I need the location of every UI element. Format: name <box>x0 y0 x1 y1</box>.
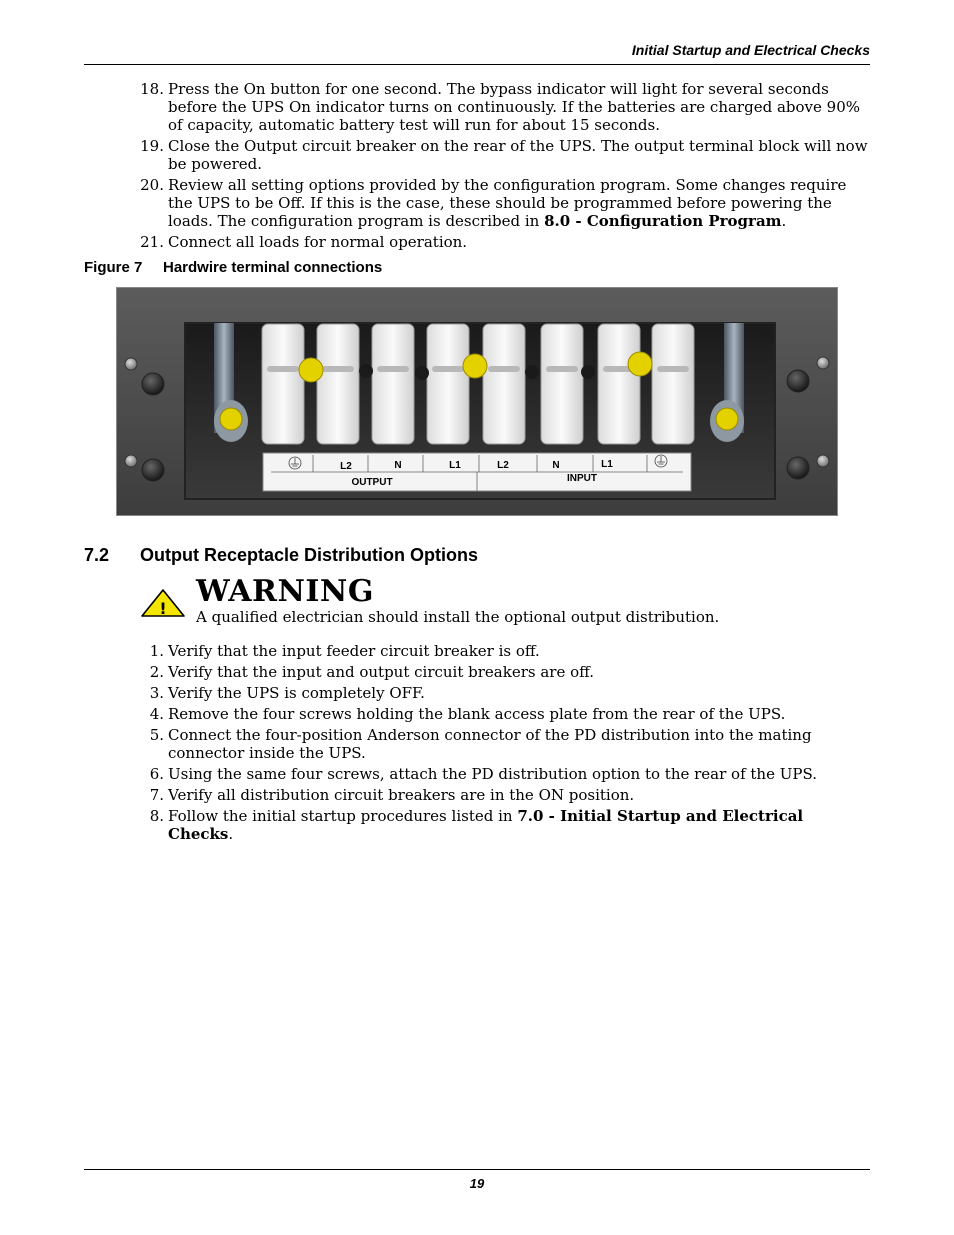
step-text: Press the On button for one second. The bypass indicator will light for several seconds before the UPS On indicator turns on continuously. If the batteries are charged above 90% of capacity, automatic battery test will run for about 15 seconds. <box>168 80 860 134</box>
startup-steps-list <box>84 80 870 254</box>
step-text: Verify that the input and output circuit breakers are off. <box>168 663 595 681</box>
step-number: 4. <box>149 705 164 723</box>
terminal-block-photo <box>116 287 838 516</box>
step-text: Follow the initial startup procedures listed in 7.0 - Initial Startup and Electrical Checks. <box>168 807 804 843</box>
warning-text: A qualified electrician should install the optional output distribution. <box>196 608 720 626</box>
step-number: 3. <box>149 684 164 702</box>
running-header: Initial Startup and Electrical Checks <box>631 42 870 58</box>
cross-reference: 7.0 - Initial Startup and Electrical Checks <box>168 807 804 843</box>
step-number: 19. <box>140 137 164 155</box>
figure-label: Figure 7 <box>84 259 143 276</box>
list-item <box>84 176 870 230</box>
terminal-label-output-n: N <box>394 460 402 471</box>
list-item <box>84 705 870 723</box>
terminal-label-input-l1: L1 <box>601 459 613 470</box>
step-text: Remove the four screws holding the blank access plate from the rear of the UPS. <box>168 705 786 723</box>
terminal-block-illustration <box>117 288 837 515</box>
step-number: 18. <box>140 80 164 98</box>
figure-title: Hardwire terminal connections <box>163 259 383 276</box>
list-item <box>84 663 870 681</box>
step-number: 1. <box>149 642 164 660</box>
step-number: 2. <box>149 663 164 681</box>
figure-caption <box>84 259 382 276</box>
step-text: Verify that the input feeder circuit breaker is off. <box>168 642 540 660</box>
terminal-label-input-n: N <box>552 460 560 471</box>
list-item <box>84 786 870 804</box>
step-number: 6. <box>149 765 164 783</box>
step-text: Verify all distribution circuit breakers are in the ON position. <box>168 786 635 804</box>
cross-reference: 8.0 - Configuration Program <box>544 212 782 230</box>
warning-title: WARNING <box>196 574 374 609</box>
step-text: Connect all loads for normal operation. <box>168 233 468 251</box>
step-text: Verify the UPS is completely OFF. <box>168 684 425 702</box>
step-text: Using the same four screws, attach the PD distribution option to the rear of the UPS. <box>168 765 817 783</box>
section-number: 7.2 <box>84 545 110 565</box>
step-number: 8. <box>149 807 164 825</box>
list-item <box>84 726 870 762</box>
terminal-label-output-l2: L2 <box>340 461 352 472</box>
output-group-label: OUTPUT <box>351 477 393 488</box>
page-number: 19 <box>469 1176 485 1191</box>
list-item <box>84 684 870 702</box>
terminal-label-input-l2: L2 <box>497 460 509 471</box>
input-group-label: INPUT <box>567 473 597 484</box>
list-item <box>84 80 870 134</box>
distribution-steps-list <box>84 642 870 846</box>
step-text: Review all setting options provided by the configuration program. Some changes require the UPS to be Off. If this is the case, these should be programmed before powering the loads. The configuration program is described in 8.0 - Configuration Program. <box>168 176 847 230</box>
section-title: Output Receptacle Distribution Options <box>140 545 479 565</box>
warning-triangle-icon <box>140 588 186 618</box>
step-text: Connect the four-position Anderson connector of the PD distribution into the mating connector inside the UPS. <box>168 726 812 762</box>
header-rule <box>84 64 870 65</box>
step-text: Close the Output circuit breaker on the rear of the UPS. The output terminal block will now be powered. <box>168 137 868 173</box>
svg-text:!: ! <box>159 599 167 618</box>
list-item <box>84 765 870 783</box>
list-item <box>84 642 870 660</box>
list-item <box>84 807 870 843</box>
footer-rule <box>84 1169 870 1170</box>
terminal-label-output-l1: L1 <box>449 460 461 471</box>
step-number: 21. <box>140 233 164 251</box>
list-item <box>84 233 870 251</box>
step-number: 20. <box>140 176 164 194</box>
step-number: 7. <box>149 786 164 804</box>
section-heading <box>84 545 478 566</box>
step-number: 5. <box>149 726 164 744</box>
list-item <box>84 137 870 173</box>
